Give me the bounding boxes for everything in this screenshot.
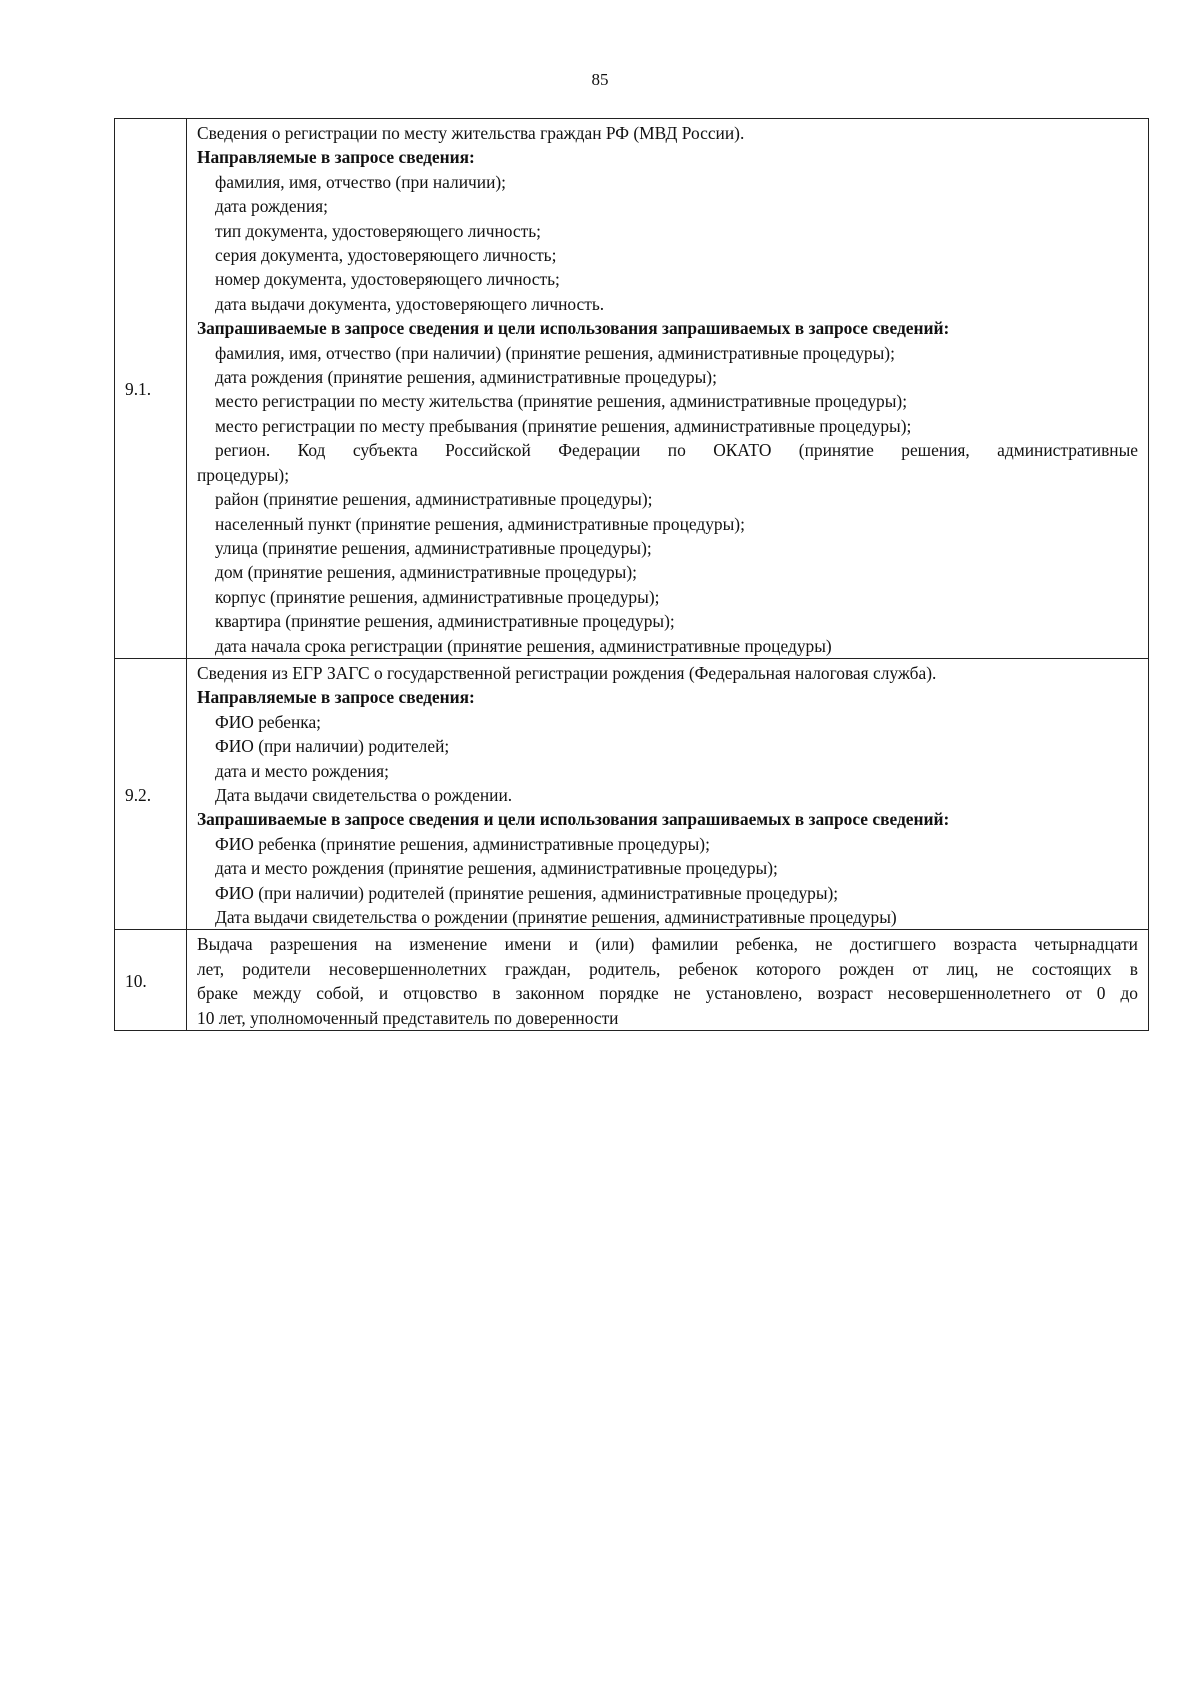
sent-header: Направляемые в запросе сведения:: [197, 687, 475, 708]
requested-header: Запрашиваемые в запросе сведения и цели использования запрашиваемых в запросе сведений:: [197, 809, 950, 830]
list-item: улица (принятие решения, административные процедуры);: [215, 537, 652, 558]
list-item: фамилия, имя, отчество (при наличии);: [215, 171, 506, 192]
row-content: [187, 658, 1149, 929]
text-line: 10 лет, уполномоченный представитель по доверенности: [197, 1007, 619, 1028]
list-item: квартира (принятие решения, административные процедуры);: [215, 611, 675, 632]
text-line: лет, родители несовершеннолетних граждан, родитель, ребенок которого рожден от лиц, не состоящих в: [197, 958, 1138, 979]
list-item: место регистрации по месту жительства (принятие решения, административные процедуры);: [215, 391, 908, 412]
row-number: 9.2.: [115, 658, 187, 929]
sent-header: Направляемые в запросе сведения:: [197, 147, 475, 168]
row-number: 10.: [115, 930, 187, 1031]
list-item: дата начала срока регистрации (принятие решения, административные процедуры): [215, 635, 832, 656]
list-item: место регистрации по месту пребывания (принятие решения, административные процедуры);: [215, 415, 912, 436]
list-item: Дата выдачи свидетельства о рождении.: [215, 784, 513, 805]
table-row: [115, 930, 1149, 1031]
list-item: корпус (принятие решения, административные процедуры);: [215, 586, 660, 607]
text-line: браке между собой, и отцовство в законном порядке не установлено, возраст несовершеннолетнего от 0 до: [197, 983, 1138, 1004]
list-item: ФИО ребенка (принятие решения, административные процедуры);: [215, 833, 710, 854]
list-item: населенный пункт (принятие решения, административные процедуры);: [215, 513, 745, 534]
list-item: дата рождения;: [215, 196, 328, 217]
list-item-continuation: процедуры);: [197, 464, 290, 485]
list-item: дом (принятие решения, административные процедуры);: [215, 562, 637, 583]
row-content: [187, 119, 1149, 659]
list-item: дата рождения (принятие решения, административные процедуры);: [215, 367, 717, 388]
services-table: [114, 118, 1149, 1031]
list-item: тип документа, удостоверяющего личность;: [215, 220, 542, 241]
requested-header: Запрашиваемые в запросе сведения и цели использования запрашиваемых в запросе сведений:: [197, 318, 950, 339]
page-number: 85: [591, 70, 609, 89]
list-item: Дата выдачи свидетельства о рождении (принятие решения, административные процедуры): [215, 907, 897, 927]
list-item: фамилия, имя, отчество (при наличии) (принятие решения, административные процедуры);: [215, 342, 895, 363]
row-number: 9.1.: [115, 119, 187, 659]
list-item: дата выдачи документа, удостоверяющего личность.: [215, 293, 605, 314]
list-item: серия документа, удостоверяющего личность;: [215, 245, 557, 266]
list-item: дата и место рождения;: [215, 760, 389, 781]
row-title: Сведения из ЕГР ЗАГС о государственной регистрации рождения (Федеральная налоговая служба).: [197, 662, 937, 683]
row-title: Сведения о регистрации по месту жительства граждан РФ (МВД России).: [197, 123, 745, 143]
table-row: [115, 658, 1149, 929]
list-item: ФИО (при наличии) родителей;: [215, 736, 450, 757]
list-item: ФИО (при наличии) родителей (принятие решения, административные процедуры);: [215, 882, 839, 903]
row-content: [187, 930, 1149, 1031]
text-line: Выдача разрешения на изменение имени и (или) фамилии ребенка, не достигшего возраста четырнадцати: [197, 934, 1138, 955]
table-row: [115, 119, 1149, 659]
list-item: дата и место рождения (принятие решения, административные процедуры);: [215, 858, 778, 879]
list-item: ФИО ребенка;: [215, 711, 321, 732]
list-item: номер документа, удостоверяющего личность;: [215, 269, 560, 290]
list-item: регион. Код субъекта Российской Федерации по ОКАТО (принятие решения, административные: [215, 440, 1138, 461]
list-item: район (принятие решения, административные процедуры);: [215, 489, 653, 510]
